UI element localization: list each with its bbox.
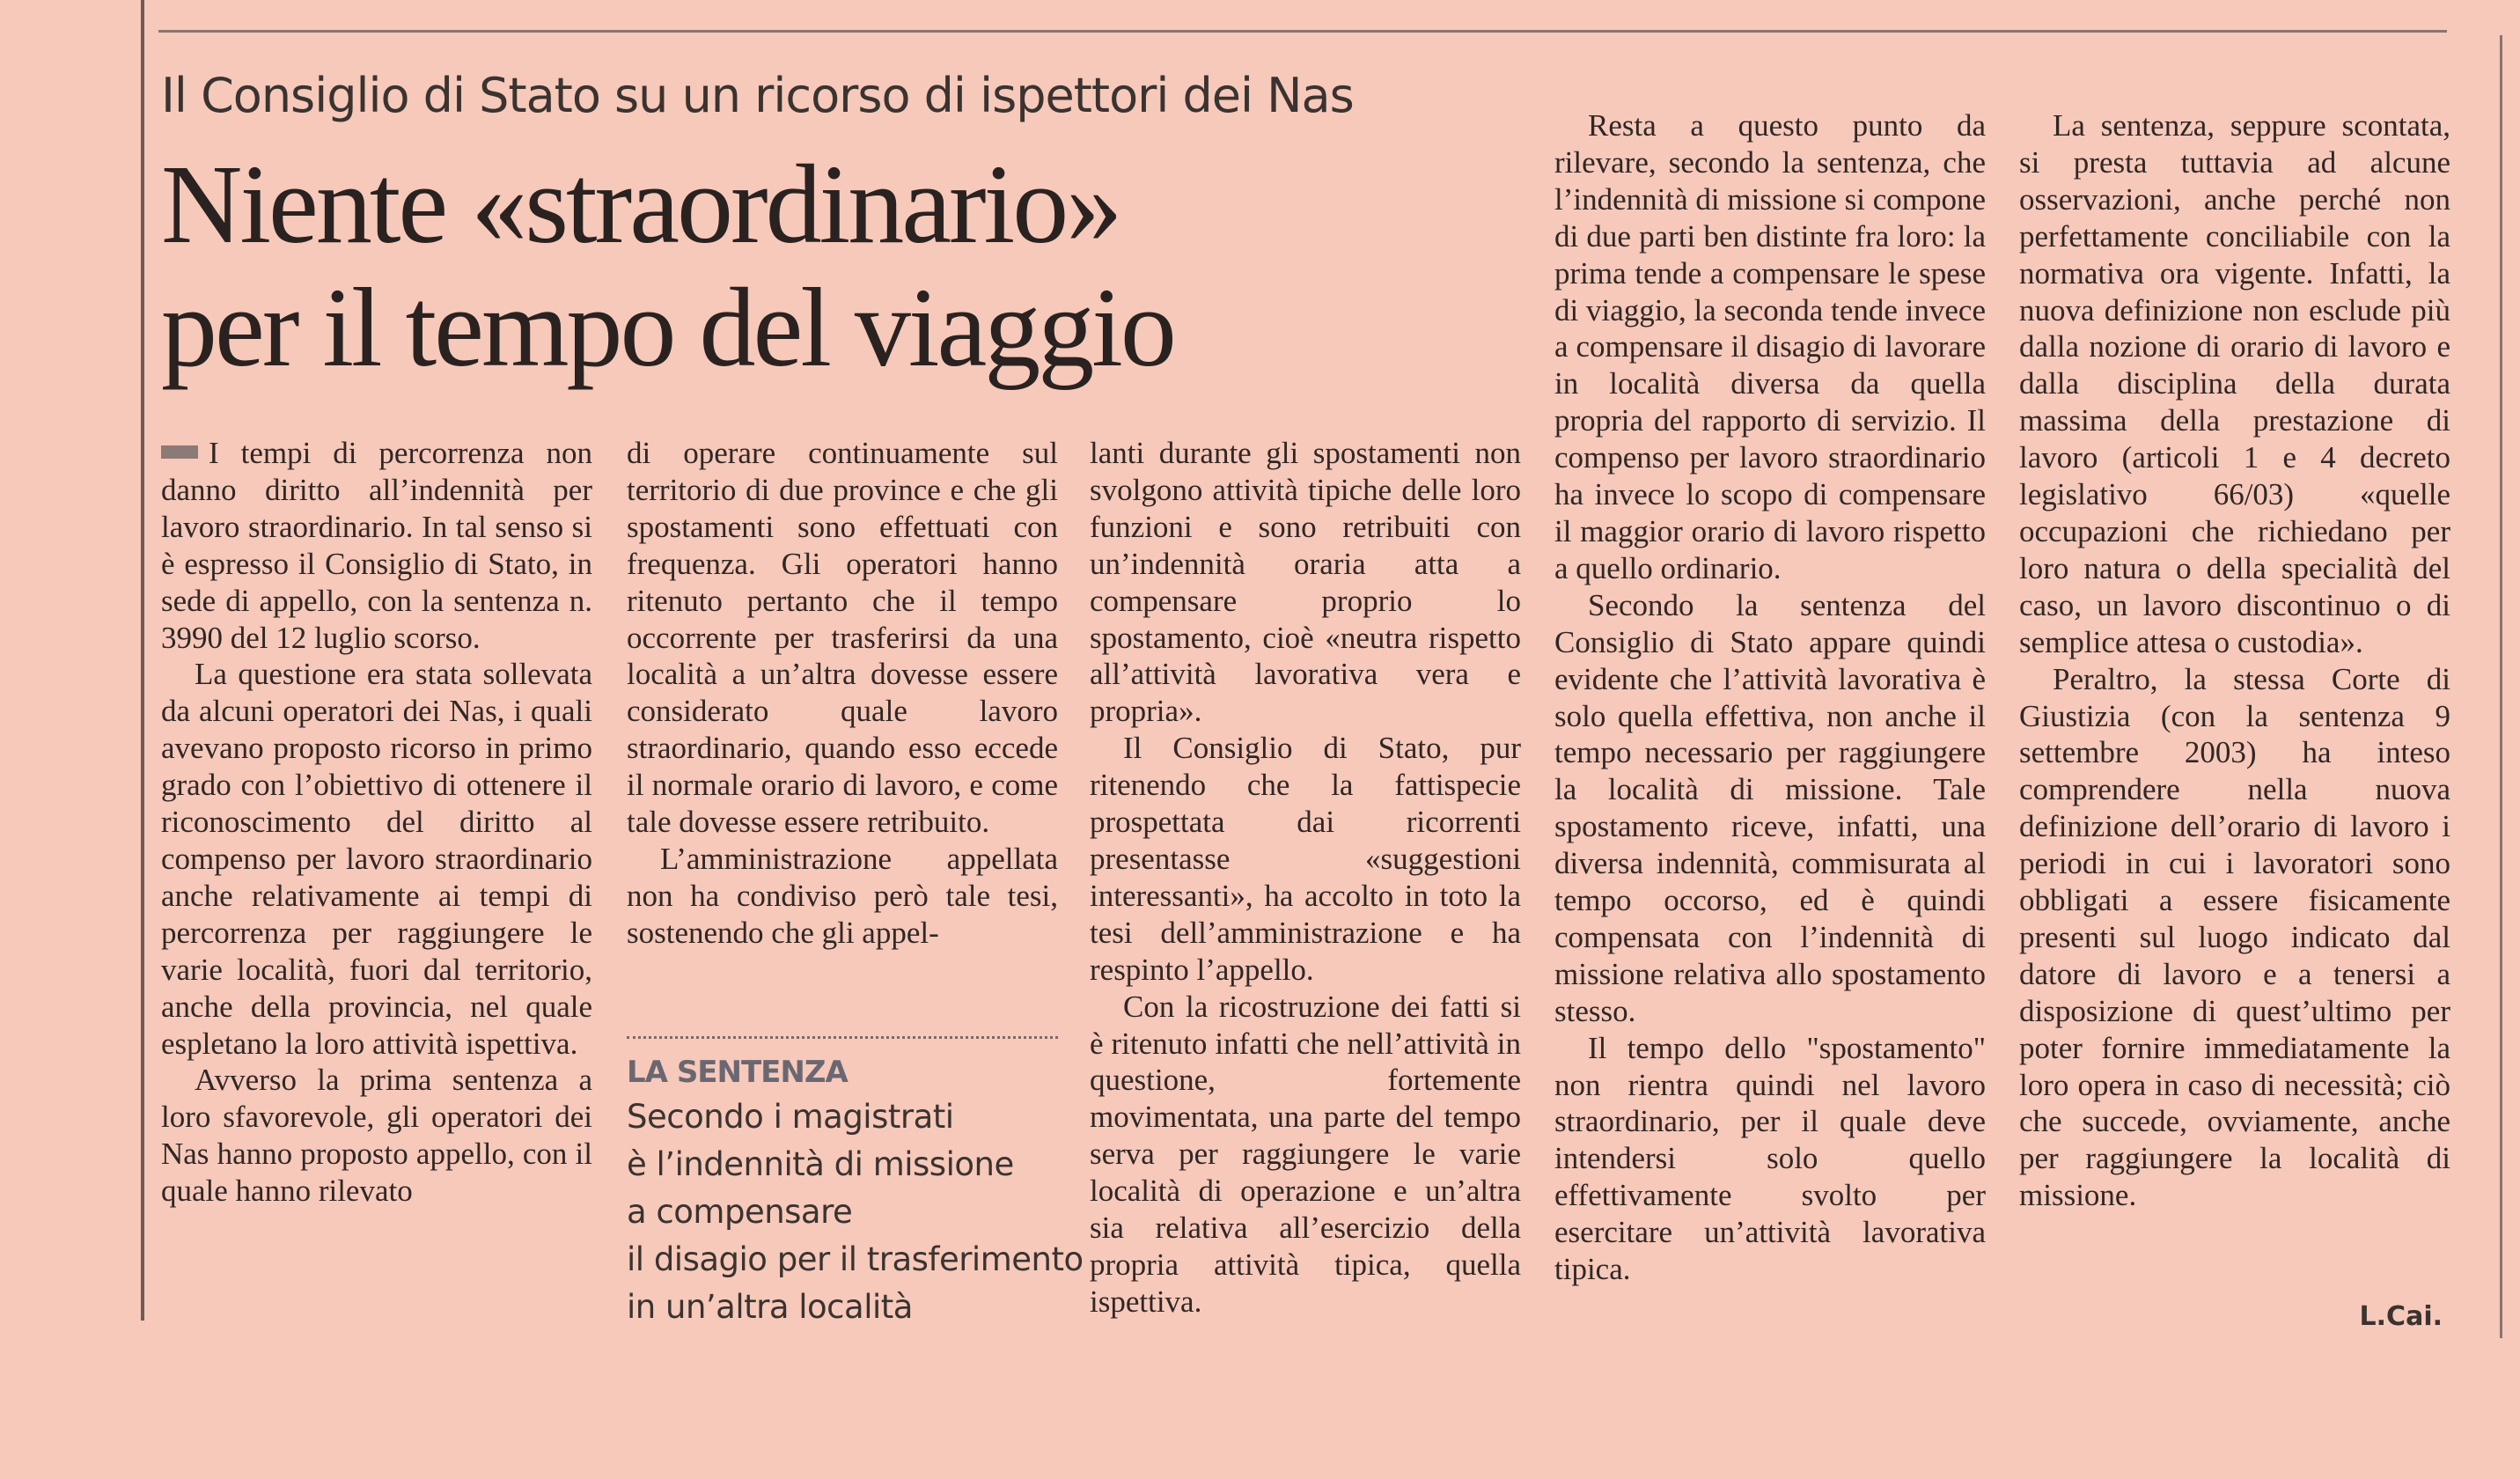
article-column-2 xyxy=(627,435,1058,952)
sidebar-label: LA SENTENZA xyxy=(627,1055,848,1090)
paragraph: I tempi di percorrenza non danno diritto all’indennità per lavoro straordinario. In tal senso si è espresso il Consiglio di Stato, in sede di appello, con la sentenza n. 3990 del 12 luglio scorso. xyxy=(161,436,592,655)
sidebar-line: in un’altra località xyxy=(627,1288,913,1326)
headline-line-1: Niente «straordinario» xyxy=(161,142,1120,267)
sidebar-line: il disagio per il trasferimento xyxy=(627,1240,1084,1278)
paragraph: di operare continuamente sul territorio di due province e che gli spostamenti sono effettuati con frequenza. Gli operatori hanno ritenuto pertanto che il tempo occorrente per trasferirsi da una località a un’altra dovesse essere considerato quale lavoro straordinario, quando esso eccede il normale orario di lavoro, e come tale dovesse essere retribuito. xyxy=(627,436,1058,840)
sidebar-quote xyxy=(627,1036,1084,1331)
headline-line-2: per il tempo del viaggio xyxy=(161,265,1174,390)
article-column-3 xyxy=(1090,435,1521,1321)
paragraph: Resta a questo punto da rilevare, secondo la sentenza, che l’indennità di missione si compone di due parti ben distinte fra loro: la prima tende a compensare le spese di viaggio, la seconda tende invece a compensare il disagio di lavorare in località diversa da quella propria del rapporto di servizio. Il compenso per lavoro straordinario ha invece lo scopo di compensare il maggior orario di lavoro rispetto a quello ordinario. xyxy=(1554,108,1986,585)
sidebar-line: a compensare xyxy=(627,1193,853,1231)
paragraph: Il Consiglio di Stato, pur ritenendo che la fattispecie prospettata dai ricorrenti presentasse «suggestioni interessanti», ha accolto in toto la tesi dell’amministrazione e ha respinto l’appello. xyxy=(1090,731,1521,987)
top-rule xyxy=(158,30,2447,33)
article-column-4 xyxy=(1554,107,1986,1288)
paragraph: Avverso la prima sentenza a loro sfavorevole, gli operatori dei Nas hanno proposto appello, con il quale hanno rilevato xyxy=(161,1063,592,1209)
paragraph: Il tempo dello "spostamento" non rientra quindi nel lavoro straordinario, per il quale deve intendersi solo quello effettivamente svolto per esercitare un’attività lavorativa tipica. xyxy=(1554,1030,1986,1287)
page-left-edge xyxy=(141,0,144,1321)
paragraph: La questione era stata sollevata da alcuni operatori dei Nas, i quali avevano proposto ricorso in primo grado con l’obiettivo di ottenere il riconoscimento del diritto al compenso per lavoro straordinario anche relativamente ai tempi di percorrenza per raggiungere le varie località, fuori dal territorio, anche della provincia, nel quale espletano la loro attività ispettiva. xyxy=(161,657,592,1061)
paragraph: L’amministrazione appellata non ha condiviso però tale tesi, sostenendo che gli appel- xyxy=(627,841,1058,950)
paragraph: La sentenza, seppure scontata, si presta tuttavia ad alcune osservazioni, anche perché non perfettamente conciliabile con la normativa ora vigente. Infatti, la nuova definizione non esclude più dalla nozione di orario di lavoro e dalla disciplina della durata massima della prestazione di lavoro (articoli 1 e 4 decreto legislativo 66/03) «quelle occupazioni che richiedano per loro natura o della specialità del caso, un lavoro discontinuo o di semplice attesa o custodia». xyxy=(2019,108,2450,659)
paragraph: Con la ricostruzione dei fatti si è ritenuto infatti che nell’attività in questione, fortemente movimentata, una parte del tempo serva per raggiungere le varie località di operazione e un’altra sia relativa all’esercizio della propria attività tipica, quella ispettiva. xyxy=(1090,989,1521,1319)
sidebar-line: Secondo i magistrati xyxy=(627,1098,954,1136)
sidebar-line: è l’indennità di missione xyxy=(627,1145,1014,1183)
article-column-5 xyxy=(2019,107,2450,1214)
paragraph: Peraltro, la stessa Corte di Giustizia (con la sentenza 9 settembre 2003) ha inteso comprendere nella nuova definizione dell’orario di lavoro i periodi in cui i lavoratori sono obbligati a essere fisicamente presenti sul luogo indicato dal datore di lavoro e a tenersi a disposizione di quest’ultimo per poter fornire immediatamente la loro opera in caso di necessità; ciò che succede, ovviamente, anche per raggiungere la località di missione. xyxy=(2019,661,2450,1213)
headline xyxy=(161,143,1569,389)
page-right-edge xyxy=(2500,35,2520,1338)
paragraph: lanti durante gli spostamenti non svolgono attività tipiche delle loro funzioni e sono retribuiti con un’indennità oraria atta a compensare proprio lo spostamento, cioè «neutra rispetto all’attività lavorativa vera e propria». xyxy=(1090,436,1521,729)
author-signature: L.Cai. xyxy=(2359,1301,2443,1332)
paragraph: Secondo la sentenza del Consiglio di Stato appare quindi evidente che l’attività lavorativa è solo quella effettiva, non anche il tempo necessario per raggiungere la località di missione. Tale spostamento riceve, infatti, una diversa indennità, commisurata al tempo occorso, ed è quindi compensata con l’indennità di missione relativa allo spostamento stesso. xyxy=(1554,587,1986,1028)
article-column-1 xyxy=(161,435,592,1210)
kicker: Il Consiglio di Stato su un ricorso di ispettori dei Nas xyxy=(161,68,1354,123)
lead-marker xyxy=(161,445,198,459)
